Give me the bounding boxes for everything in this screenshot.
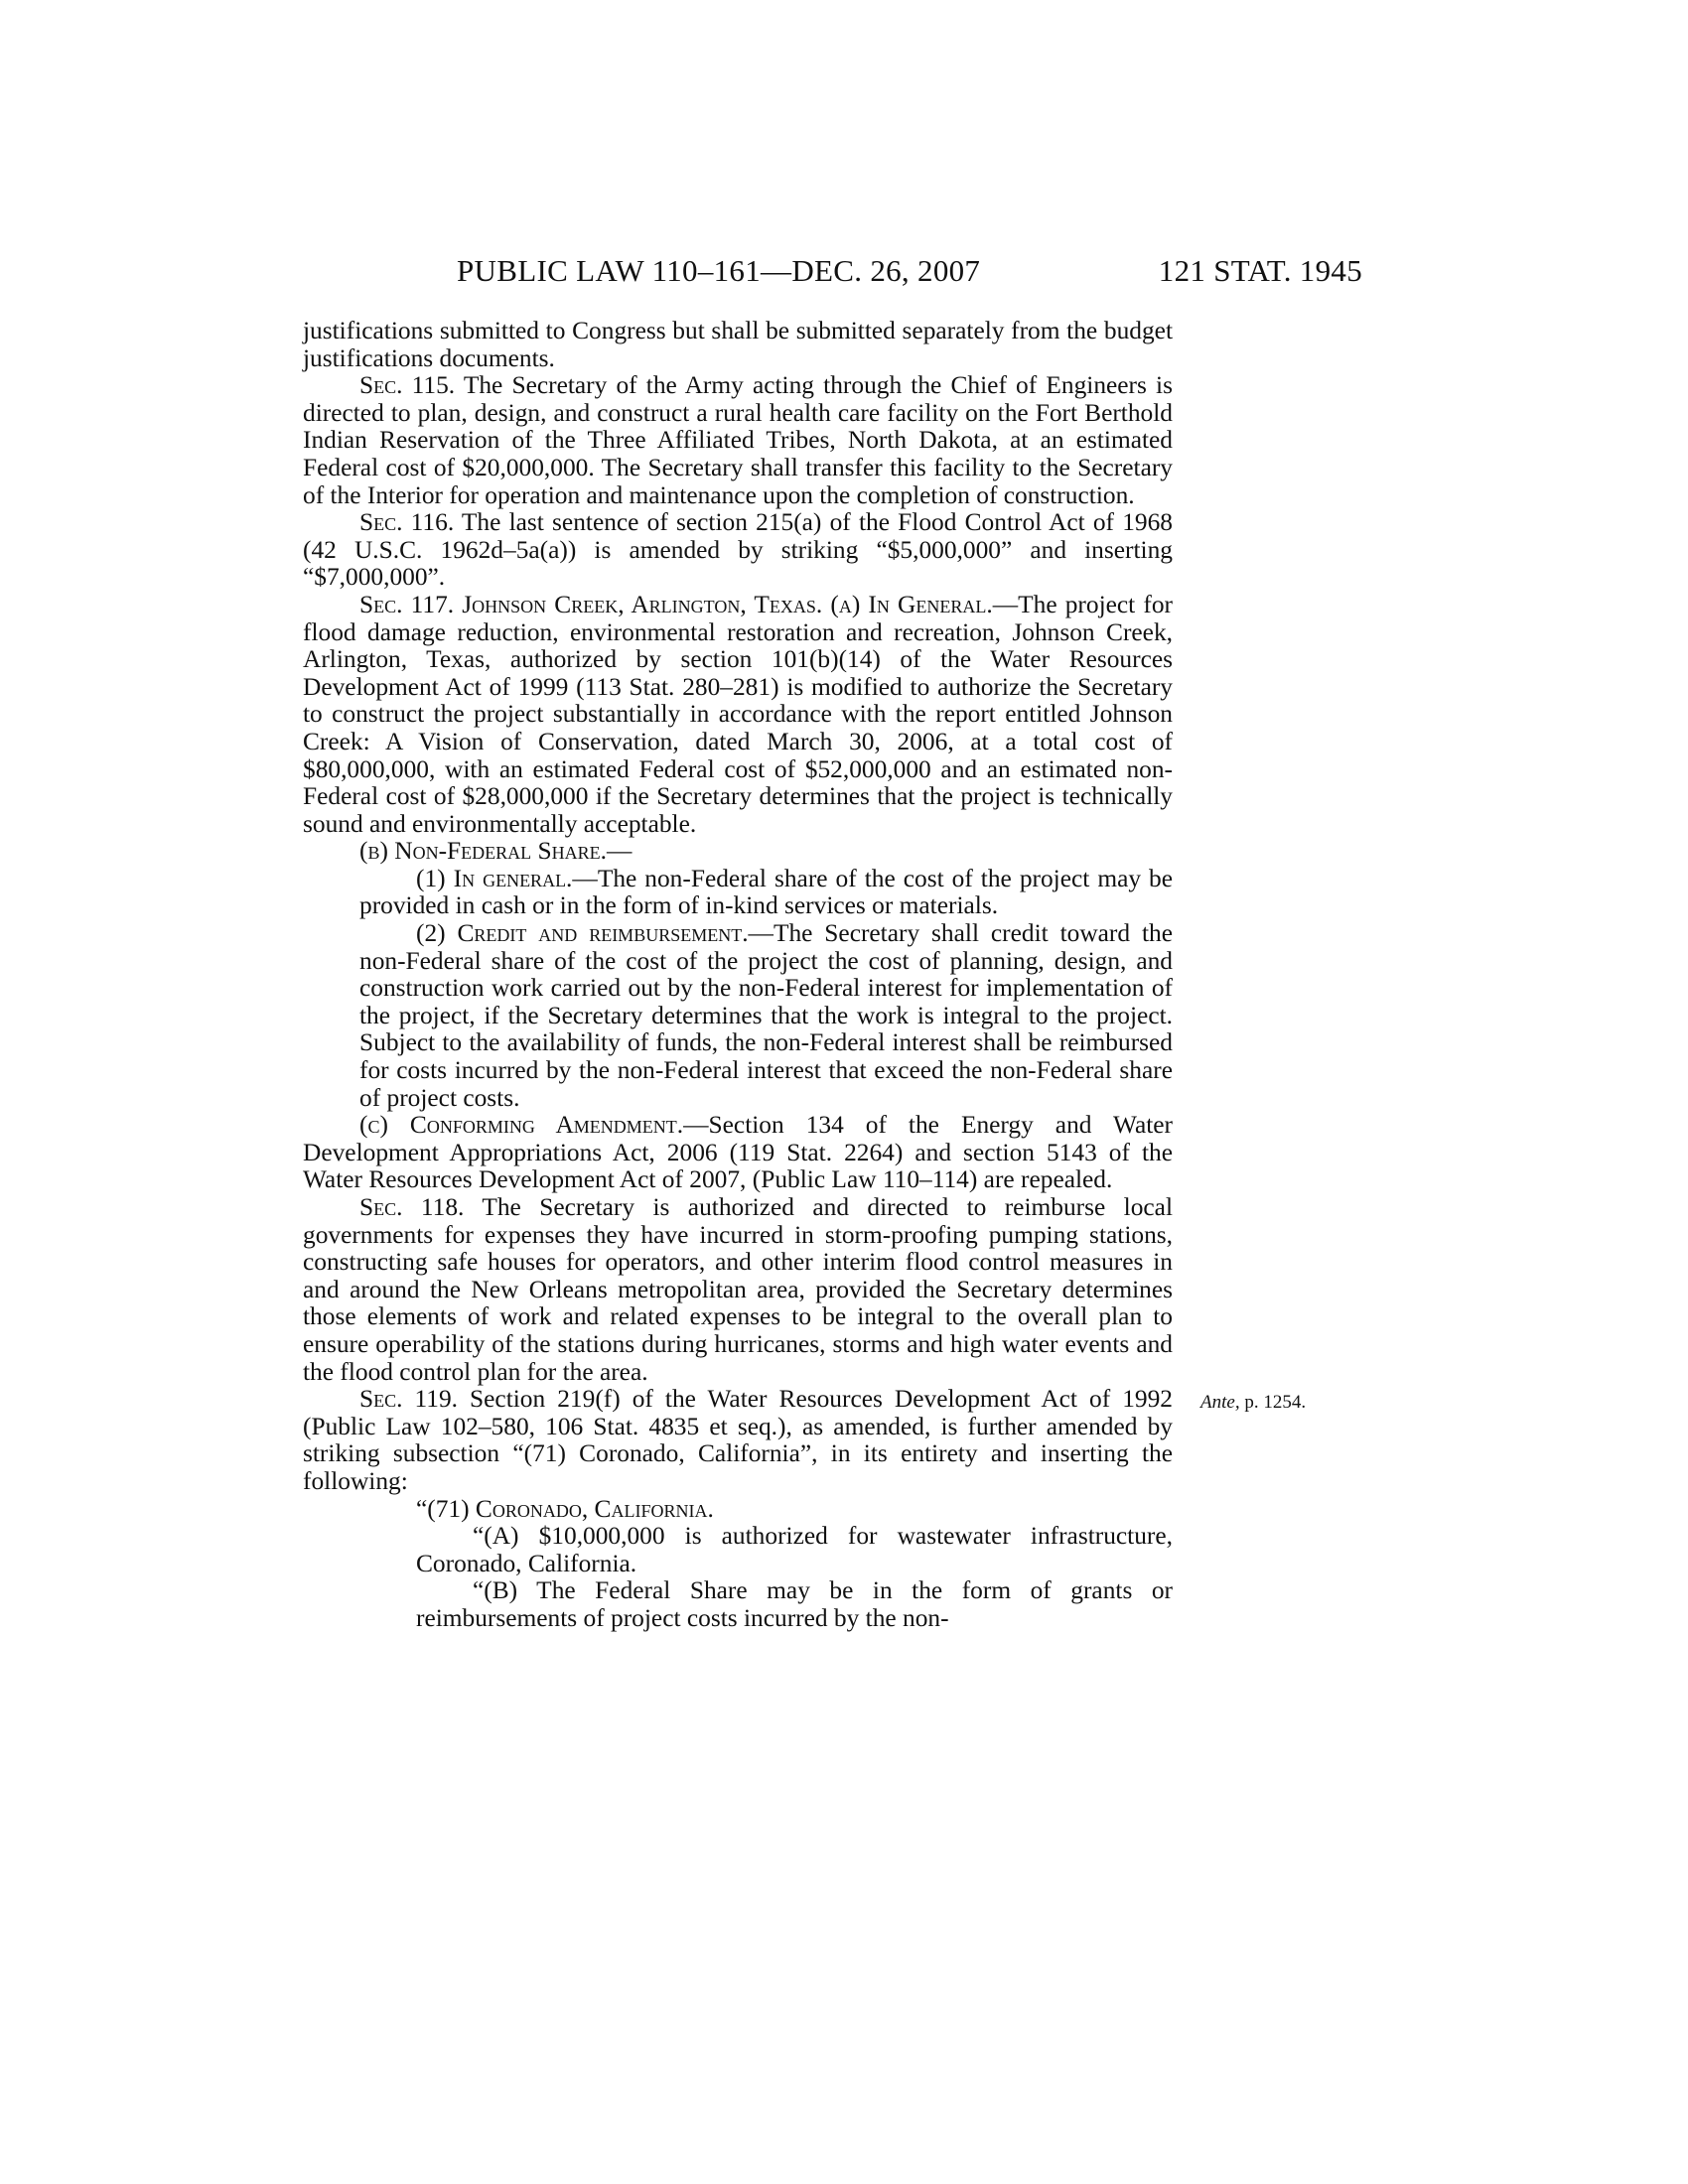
stat-page-reference: 121 STAT. 1945	[1158, 253, 1362, 288]
paragraph-sec-118: Sec. 118. The Secretary is authorized and directed to reimburse local governments for expenses they have incurred in storm-proofing pumping stations, constructing safe houses for operators, and other interim flood control measures in and around the New Orleans metropolitan area, provided the Secretary determines those elements of work and related expenses to be integral to the overall plan to ensure operability of the stations during hurricanes, storms and high water events and the flood control plan for the area.	[303, 1193, 1174, 1386]
paragraph-credit-reimbursement: (2) Credit and reimbursement.—The Secretary shall credit toward the non-Federal share of the cost of the project the cost of planning, design, and construction work carried out by the non-Federal interest for implementation of the project, if the Secretary determines that the work is integral to the project. Subject to the availability of funds, the non-Federal interest shall be reimbursed for costs incurred by the non-Federal interest that exceed the non-Federal share of project costs.	[359, 919, 1173, 1112]
margin-note-ante: Ante, p. 1254.	[1200, 1392, 1307, 1413]
paragraph-sec-116: Sec. 116. The last sentence of section 215(a) of the Flood Control Act of 1968 (42 U.S.C. 1962d–5a(a)) is amended by striking “$5,000,000” and inserting “$7,000,000”.	[303, 508, 1173, 592]
body-text	[303, 318, 1173, 1633]
paragraph-sec-117: Sec. 117. Johnson Creek, Arlington, Texas. (a) In General.—The project for flood damage reduction, environmental restoration and recreation, Johnson Creek, Arlington, Texas, authorized by section 101(b)(14) of the Water Resources Development Act of 1999 (113 Stat. 280–281) is modified to authorize the Secretary to construct the project substantially in accordance with the report entitled Johnson Creek: A Vision of Conservation, dated March 30, 2006, at a total cost of $80,000,000, with an estimated Federal cost of $52,000,000 and an estimated non-Federal cost of $28,000,000 if the Secretary determines that the project is technically sound and environmentally acceptable.	[303, 590, 1173, 838]
paragraph-continuation: justifications submitted to Congress but shall be submitted separately from the budget justifications documents.	[303, 317, 1173, 372]
paragraph-subsection-b: “(B) The Federal Share may be in the form of grants or reimbursements of project costs incurred by the non-	[416, 1576, 1173, 1632]
paragraph-sec-115: Sec. 115. The Secretary of the Army acting through the Chief of Engineers is directed to plan, design, and construct a rural health care facility on the Fort Berthold Indian Reservation of the Three Affiliated Tribes, North Dakota, at an estimated Federal cost of $20,000,000. The Secretary shall transfer this facility to the Secretary of the Interior for operation and maintenance upon the completion of construction.	[303, 371, 1173, 509]
paragraph-sec-119: Sec. 119. Section 219(f) of the Water Resources Development Act of 1992 (Public Law 102–580, 106 Stat. 4835 et seq.), as amended, is further amended by striking subsection “(71) Coronado, California”, in its entirety and inserting the following:	[303, 1385, 1173, 1495]
running-head: PUBLIC LAW 110–161—DEC. 26, 2007	[457, 253, 981, 288]
paragraph-coronado-heading: “(71) Coronado, California.	[416, 1494, 714, 1523]
paragraph-conforming-amendment: (c) Conforming Amendment.—Section 134 of the Energy and Water Development Appropriations Act, 2006 (119 Stat. 2264) and section 5143 of the Water Resources Development Act of 2007, (Public Law 110–114) are repealed.	[303, 1111, 1173, 1194]
paragraph-subsection-a: “(A) $10,000,000 is authorized for wastewater infrastructure, Coronado, California.	[416, 1522, 1173, 1577]
paragraph-non-federal-share: (b) Non-Federal Share.—	[359, 837, 633, 866]
paragraph-in-general: (1) In general.—The non-Federal share of the cost of the project may be provided in cash or in the form of in-kind services or materials.	[359, 864, 1173, 920]
